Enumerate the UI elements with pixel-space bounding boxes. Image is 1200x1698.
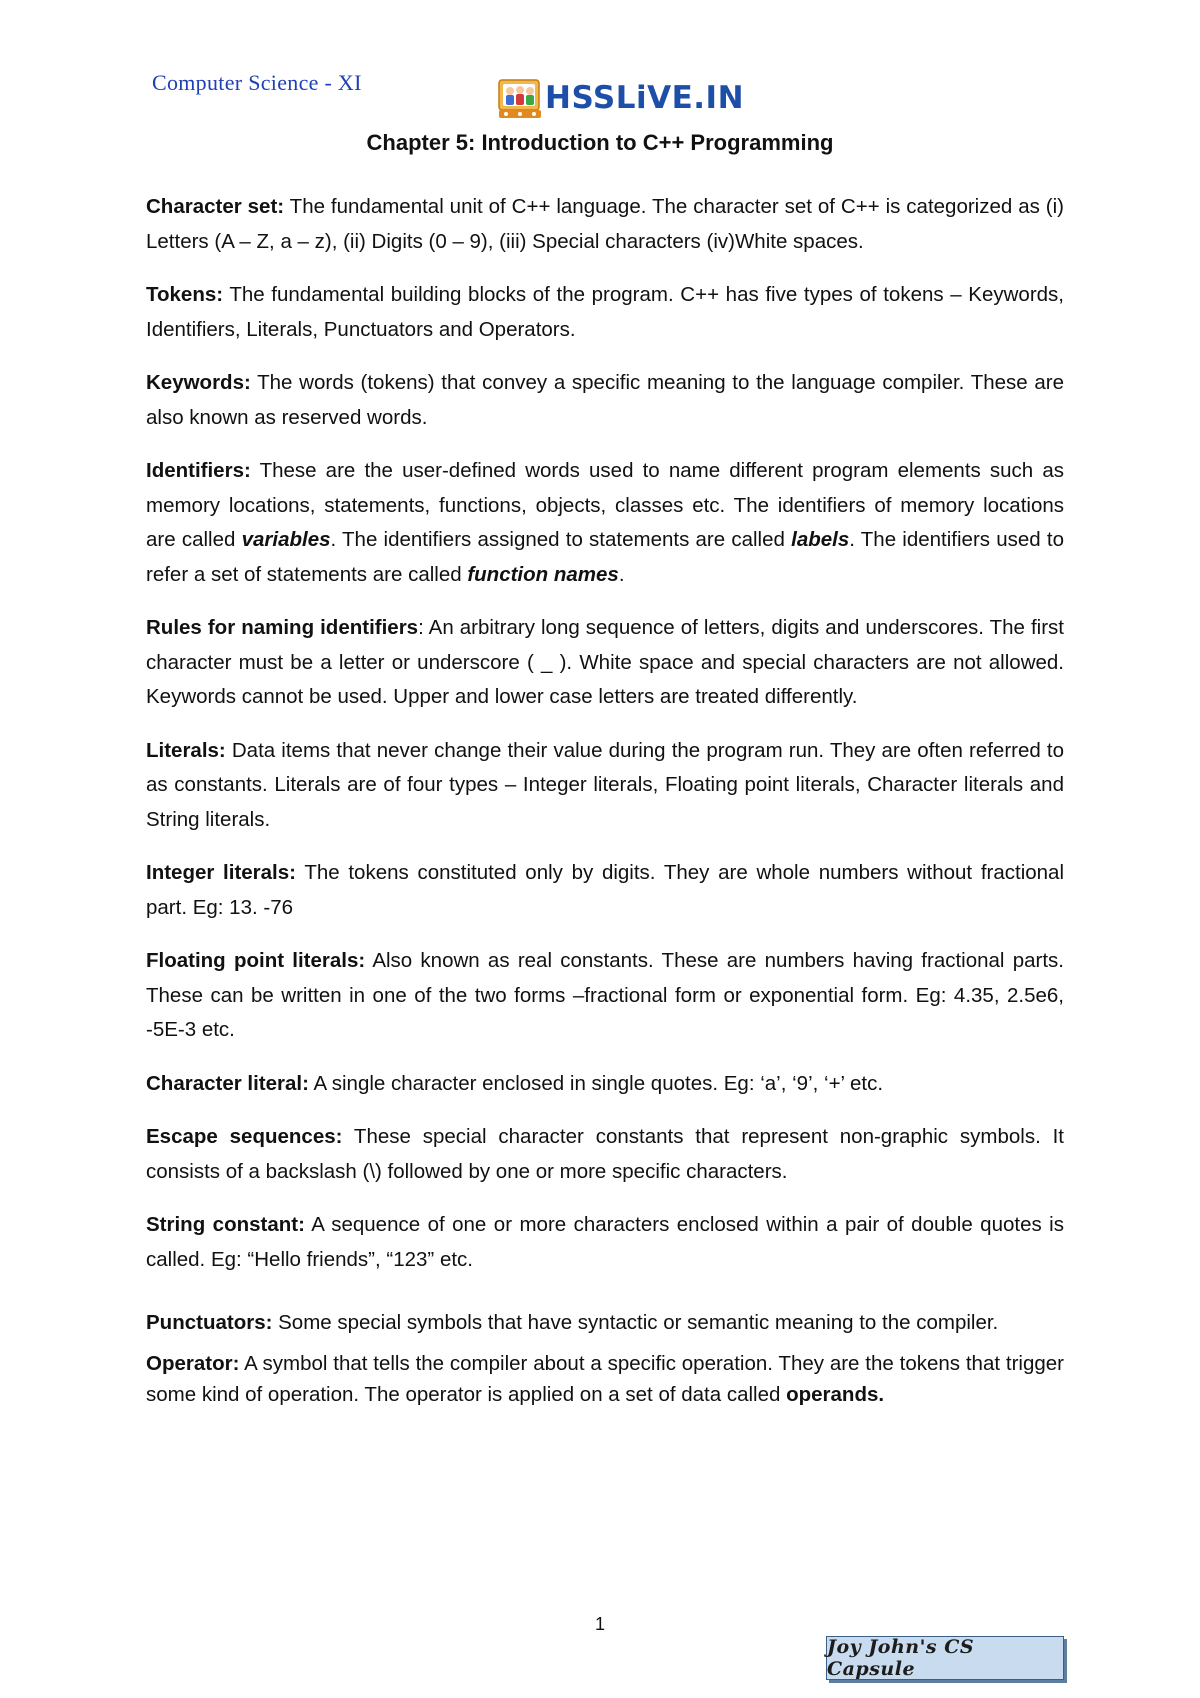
para-string-constant: [146, 1208, 1064, 1277]
para-character-literal: [146, 1067, 1064, 1102]
author-badge: Joy John's CS Capsule: [826, 1636, 1064, 1680]
term-label: Tokens:: [146, 283, 224, 306]
para-identifiers: [146, 454, 1064, 592]
definition-text: .: [878, 1383, 885, 1406]
para-character-set: [146, 190, 1064, 259]
term-label: Keywords:: [146, 371, 251, 394]
definition-text: These special character constants that represent non-graphic symbols. It consists of a backslash (\) followed by one or more specific characters.: [146, 1125, 1064, 1183]
document-body: [146, 190, 1064, 1410]
page-title: Chapter 5: Introduction to C++ Programming: [366, 130, 834, 155]
definition-text: : An arbitrary long sequence of letters, digits and underscores. The first character must be a letter or underscore ( _ ). White space and special characters are not allowed. Keywords cannot be used. Upper and lower case letters are treated differently.: [146, 616, 1064, 708]
definition-text: The fundamental unit of C++ language. The character set of C++ is categorized as (i) Letters (A – Z, a – z), (ii) Digits (0 – 9), (iii) Special characters (iv)White spaces.: [146, 195, 1064, 253]
children-group-icon: [497, 76, 543, 120]
emphasis-labels: labels: [791, 528, 850, 551]
term-label: Integer literals:: [146, 861, 296, 884]
definition-text: Data items that never change their value during the program run. They are often referred to as constants. Literals are of four types – Integer literals, Floating point literals, Character literals and String literals.: [146, 738, 1064, 831]
definition-text: These are the user-defined words used to name different program elements such as memory locations, statements, functions, objects, classes etc. The identifiers of memory locations are called: [146, 459, 1064, 551]
para-naming-rules: [146, 611, 1064, 715]
para-punctuators: [146, 1307, 1064, 1338]
term-label: Operator:: [146, 1352, 240, 1375]
term-label: Identifiers:: [146, 459, 251, 482]
definition-text: A single character enclosed in single quotes. Eg: ‘a’, ‘9’, ‘+’ etc.: [308, 1071, 884, 1095]
logo-text: HSSLiVE.IN: [545, 80, 745, 116]
term-label: Character literal:: [146, 1071, 309, 1095]
definition-text: The tokens constituted only by digits. They are whole numbers without fractional part. Eg: 13. -76: [146, 861, 1065, 919]
term-label: Escape sequences:: [146, 1125, 343, 1148]
definition-text: Also known as real constants. These are numbers having fractional parts. These can be written in one of the two forms –fractional form or exponential form. Eg: 4.35, 2.5e6, -5E-3 etc.: [146, 949, 1064, 1041]
definition-text: Some special symbols that have syntactic or semantic meaning to the compiler.: [272, 1311, 999, 1334]
definition-text: .: [618, 562, 625, 586]
definition-text: A sequence of one or more characters enclosed within a pair of double quotes is called. Eg: “Hello friends”, “123” etc.: [146, 1213, 1064, 1271]
term-label: Punctuators:: [146, 1311, 273, 1334]
para-keywords: [146, 366, 1064, 435]
para-floating-literals: [146, 944, 1064, 1048]
para-operator: [146, 1348, 1064, 1410]
definition-text: The fundamental building blocks of the program. C++ has five types of tokens – Keywords, Identifiers, Literals, Punctuators and Operators.: [146, 283, 1064, 341]
emphasis-operands: operands: [786, 1383, 879, 1406]
page-number: 1: [594, 1614, 605, 1634]
term-label: Floating point literals:: [146, 949, 366, 972]
para-literals: [146, 734, 1064, 838]
site-logo: [497, 74, 744, 122]
term-label: Literals:: [146, 738, 226, 762]
emphasis-function-names: function names: [467, 562, 619, 586]
para-integer-literals: [146, 856, 1064, 925]
definition-text: . The identifiers used to refer a set of statements are called: [146, 528, 1064, 586]
term-label: Rules for naming identifiers: [146, 616, 419, 639]
term-label: String constant:: [146, 1213, 305, 1236]
definition-text: A symbol that tells the compiler about a specific operation. They are the tokens that trigger some kind of operation. The operator is applied on a set of data called: [146, 1352, 1064, 1406]
header-subject: Computer Science - XI: [152, 70, 362, 95]
para-escape-sequences: [146, 1120, 1064, 1189]
term-label: Character set:: [146, 195, 285, 218]
emphasis-variables: variables: [241, 528, 331, 551]
para-tokens: [146, 278, 1064, 347]
definition-text: . The identifiers assigned to statements are called: [330, 528, 792, 551]
definition-text: The words (tokens) that convey a specific meaning to the language compiler. These are also known as reserved words.: [146, 371, 1064, 429]
